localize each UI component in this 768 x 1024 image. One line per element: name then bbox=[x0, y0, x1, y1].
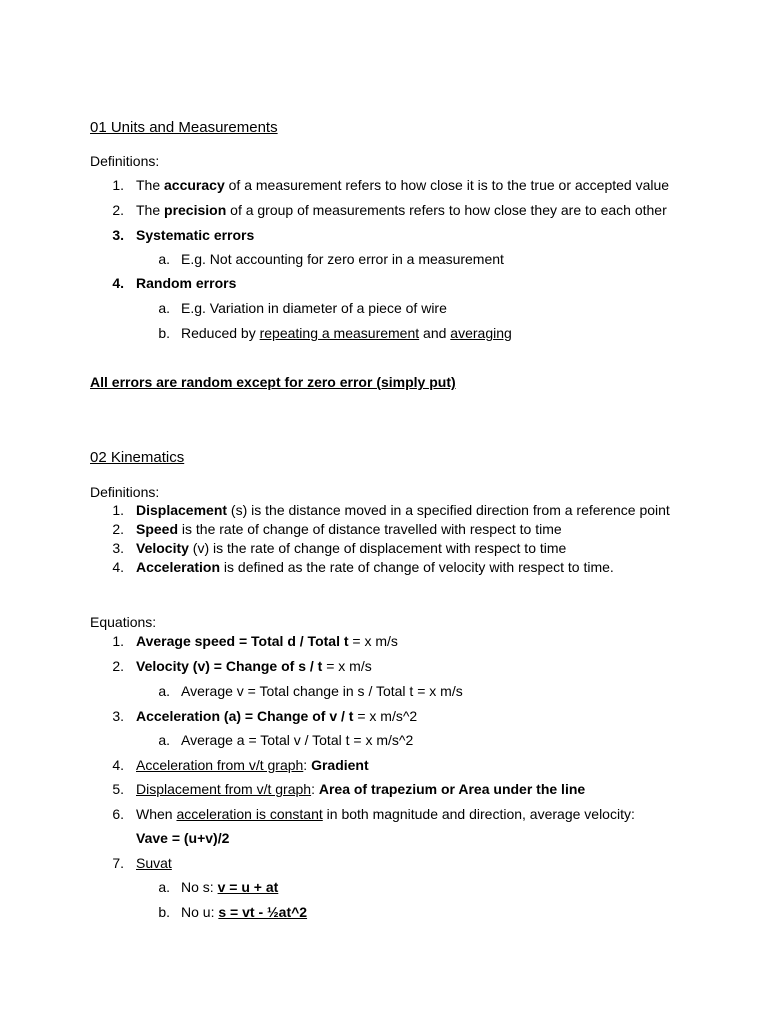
equation-item: Displacement from v/t graph: Area of trapezium or Area under the line bbox=[136, 781, 586, 797]
sub-list-marker: a. bbox=[158, 251, 170, 267]
equation-item: Suvat bbox=[136, 855, 172, 871]
equations-label: Equations: bbox=[90, 614, 157, 630]
section-heading-kinematics: 02 Kinematics bbox=[90, 449, 185, 466]
sub-list-marker: b. bbox=[158, 325, 170, 341]
list-marker: 1. bbox=[112, 177, 124, 193]
sub-equation-item: Average v = Total change in s / Total t = x m/s bbox=[181, 683, 463, 699]
list-marker: 7. bbox=[112, 855, 124, 871]
sub-list-item: E.g. Not accounting for zero error in a measurement bbox=[181, 251, 504, 267]
equation-item: Average speed = Total d / Total t = x m/s bbox=[136, 633, 398, 649]
sub-list-marker: a. bbox=[158, 683, 170, 699]
list-marker: 1. bbox=[112, 633, 124, 649]
sub-list-marker: a. bbox=[158, 300, 170, 316]
sub-list-marker: a. bbox=[158, 879, 170, 895]
equation-continuation: Vave = (u+v)/2 bbox=[136, 830, 230, 846]
list-item: Systematic errors bbox=[136, 227, 255, 243]
sub-list-marker: b. bbox=[158, 904, 170, 920]
list-marker: 1. bbox=[112, 502, 124, 518]
list-marker: 4. bbox=[112, 757, 124, 773]
list-marker: 3. bbox=[112, 227, 124, 243]
sub-list-item: E.g. Variation in diameter of a piece of wire bbox=[181, 300, 447, 316]
equation-item: Acceleration from v/t graph: Gradient bbox=[136, 757, 369, 773]
list-marker: 2. bbox=[112, 202, 124, 218]
equation-item: When acceleration is constant in both magnitude and direction, average velocity: bbox=[136, 806, 635, 822]
list-item: The precision of a group of measurements refers to how close they are to each other bbox=[136, 202, 667, 218]
sub-list-marker: a. bbox=[158, 732, 170, 748]
list-item: Speed is the rate of change of distance travelled with respect to time bbox=[136, 521, 562, 537]
list-item: Random errors bbox=[136, 275, 237, 291]
list-item: The accuracy of a measurement refers to how close it is to the true or accepted value bbox=[136, 177, 670, 193]
sub-list-item: Reduced by repeating a measurement and averaging bbox=[181, 325, 512, 341]
list-marker: 5. bbox=[112, 781, 124, 797]
equation-item: Velocity (v) = Change of s / t = x m/s bbox=[136, 658, 372, 674]
list-marker: 3. bbox=[112, 540, 124, 556]
list-marker: 2. bbox=[112, 658, 124, 674]
list-marker: 3. bbox=[112, 708, 124, 724]
definitions-label: Definitions: bbox=[90, 153, 160, 169]
sub-equation-item: No s: v = u + at bbox=[181, 879, 279, 895]
section-heading-units: 01 Units and Measurements bbox=[90, 119, 278, 136]
list-item: Acceleration is defined as the rate of change of velocity with respect to time. bbox=[136, 559, 614, 575]
definitions-label: Definitions: bbox=[90, 484, 160, 500]
list-marker: 2. bbox=[112, 521, 124, 537]
list-item: Velocity (v) is the rate of change of displacement with respect to time bbox=[136, 540, 567, 556]
key-note: All errors are random except for zero error (simply put) bbox=[90, 374, 456, 390]
equation-item: Acceleration (a) = Change of v / t = x m/s^2 bbox=[136, 708, 418, 724]
list-marker: 4. bbox=[112, 275, 124, 291]
sub-equation-item: Average a = Total v / Total t = x m/s^2 bbox=[181, 732, 414, 748]
sub-equation-item: No u: s = vt - ½at^2 bbox=[181, 904, 308, 920]
list-item: Displacement (s) is the distance moved in a specified direction from a reference point bbox=[136, 502, 670, 518]
list-marker: 6. bbox=[112, 806, 124, 822]
list-marker: 4. bbox=[112, 559, 124, 575]
